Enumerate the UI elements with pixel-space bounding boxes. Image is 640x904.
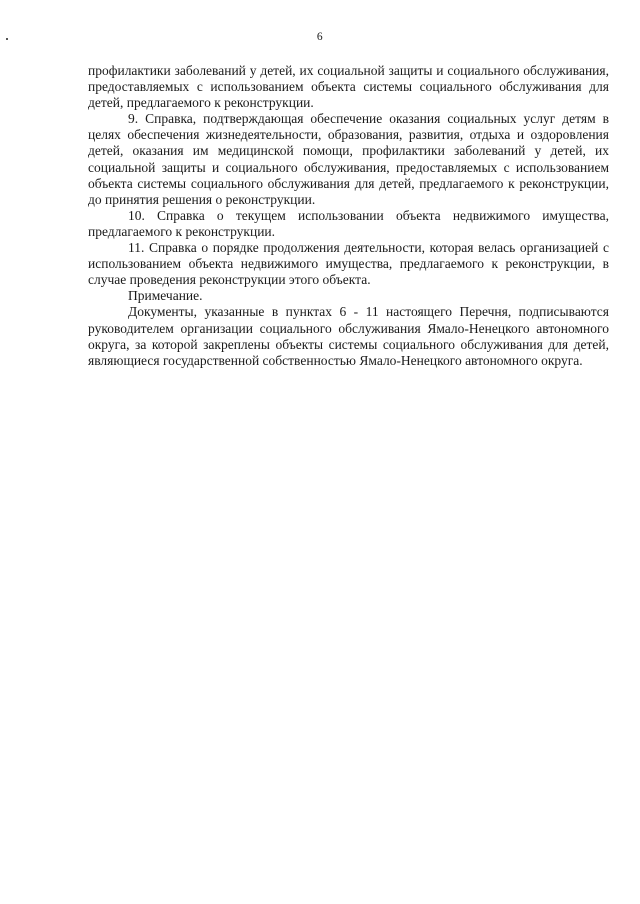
document-body <box>88 63 609 369</box>
note-heading: Примечание. <box>128 288 203 304</box>
paragraph-item-11: 11. Справка о порядке продолжения деятельности, которая велась организацией с использованием объекта недвижимого имущества, предлагаемого к реконструкции, в случае проведения реконструкции этого объекта. <box>88 240 609 288</box>
paragraph-item-10: 10. Справка о текущем использовании объекта недвижимого имущества, предлагаемого к реконструкции. <box>88 207 609 239</box>
page-number: 6 <box>316 31 324 43</box>
paragraph-item-9: 9. Справка, подтверждающая обеспечение оказания социальных услуг детям в целях обеспечения жизнедеятельности, образования, развития, отдыха и оздоровления детей, оказания им медицинской помощи, профилактики заболеваний у детей, их социальной защиты и социального обслуживания, предоставляемых с использованием объекта системы социального обслуживания для детей, предлагаемого к реконструкции, до принятия решения о реконструкции. <box>88 111 609 207</box>
paragraph-continuation: профилактики заболеваний у детей, их социальной защиты и социального обслуживания, предоставляемых с использованием объекта системы социального обслуживания для детей, предлагаемого к реконструкции. <box>88 63 609 111</box>
note-text: Документы, указанные в пунктах 6 - 11 настоящего Перечня, подписываются руководителем организации социального обслуживания Ямало-Ненецкого автономного округа, за которой закреплены объекты системы социального обслуживания для детей, являющиеся государственной собственностью Ямало-Ненецкого автономного округа. <box>88 304 609 368</box>
